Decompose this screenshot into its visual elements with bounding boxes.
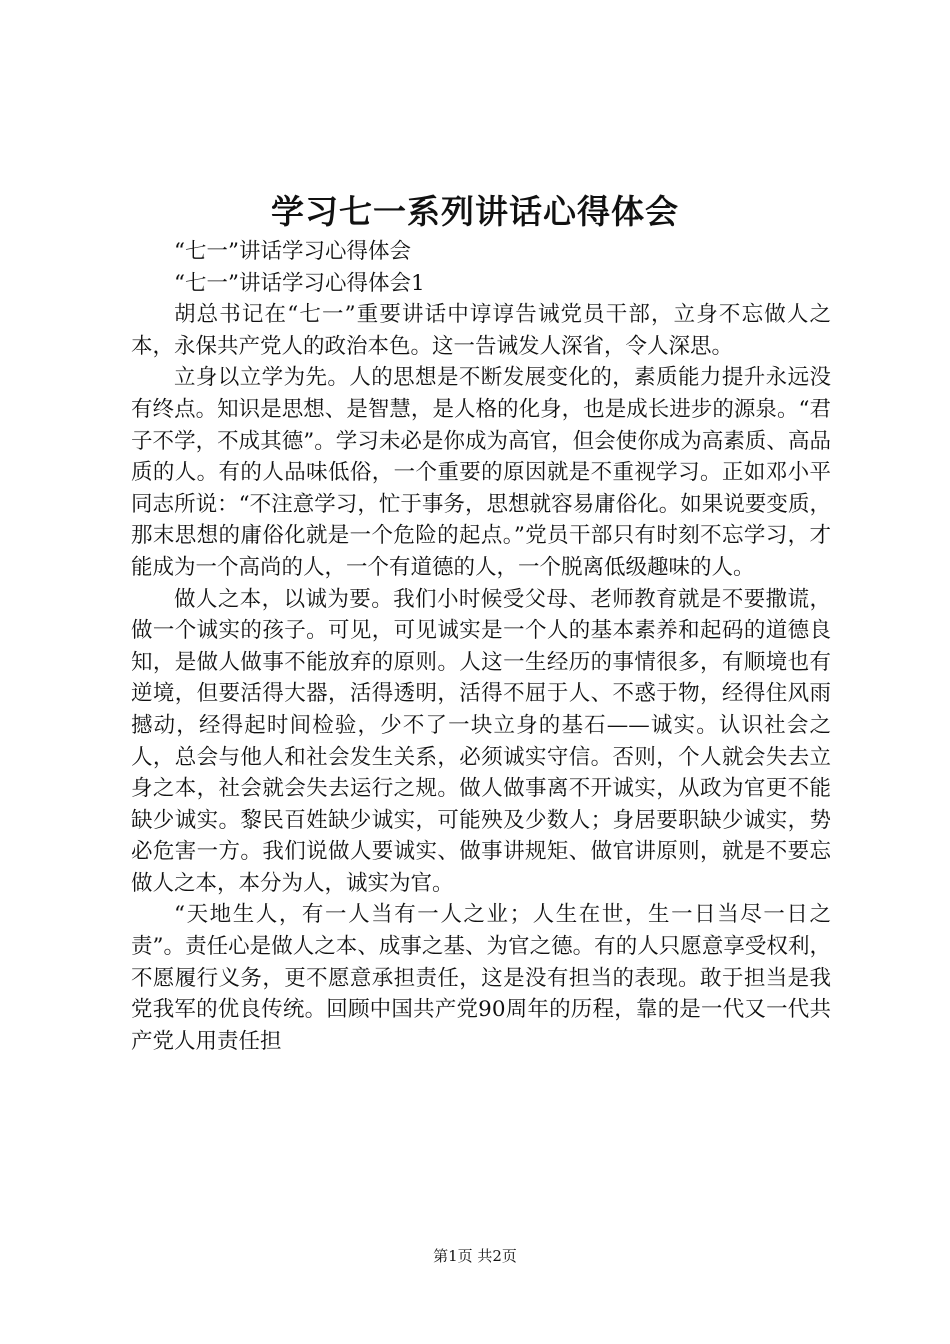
- body-paragraph: 立身以立学为先。人的思想是不断发展变化的，素质能力提升永远没有终点。知识是思想、是智慧，是人格的化身，也是成长进步的源泉。“君子不学，不成其德”。学习未必是你成为高官，但会使你成为高素质、高品质的人。有的人品味低俗，一个重要的原因就是不重视学习。正如邓小平同志所说：“不注意学习，忙于事务，思想就容易庸俗化。如果说要变质，那末思想的庸俗化就是一个危险的起点。”党员干部只有时刻不忘学习，才能成为一个高尚的人，一个有道德的人，一个脱离低级趣味的人。: [131, 365, 831, 580]
- section-heading-paragraph: “七一”讲话学习心得体会1: [174, 270, 425, 296]
- document-body: [131, 236, 831, 1057]
- body-paragraph: “天地生人，有一人当有一人之业；人生在世，生一日当尽一日之责”。责任心是做人之本、成事之基、为官之德。有的人只愿意享受权利，不愿履行义务，更不愿意承担责任，这是没有担当的表现。敢于担当是我党我军的优良传统。回顾中国共产党90周年的历程，靠的是一代又一代共产党人用责任担: [131, 902, 831, 1054]
- body-paragraph: 做人之本，以诚为要。我们小时候受父母、老师教育就是不要撒谎，做一个诚实的孩子。可见，可见诚实是一个人的基本素养和起码的道德良知，是做人做事不能放弃的原则。人这一生经历的事情很多，有顺境也有逆境，但要活得大器，活得透明，活得不屈于人、不惑于物，经得住风雨撼动，经得起时间检验，少不了一块立身的基石——诚实。认识社会之人，总会与他人和社会发生关系，必须诚实守信。否则，个人就会失去立身之本，社会就会失去运行之规。做人做事离不开诚实，从政为官更不能缺少诚实。黎民百姓缺少诚实，可能殃及少数人；身居要职缺少诚实，势必危害一方。我们说做人要诚实、做事讲规矩、做官讲原则，就是不要忘做人之本，本分为人，诚实为官。: [131, 586, 831, 896]
- subtitle-paragraph: “七一”讲话学习心得体会: [174, 239, 411, 264]
- page-footer: 第1页 共2页: [433, 1247, 517, 1265]
- document-title: 学习七一系列讲话心得体会: [271, 192, 679, 231]
- body-paragraph: 胡总书记在“七一”重要讲话中谆谆告诫党员干部，立身不忘做人之本，永保共产党人的政治本色。这一告诫发人深省，令人深思。: [131, 302, 831, 359]
